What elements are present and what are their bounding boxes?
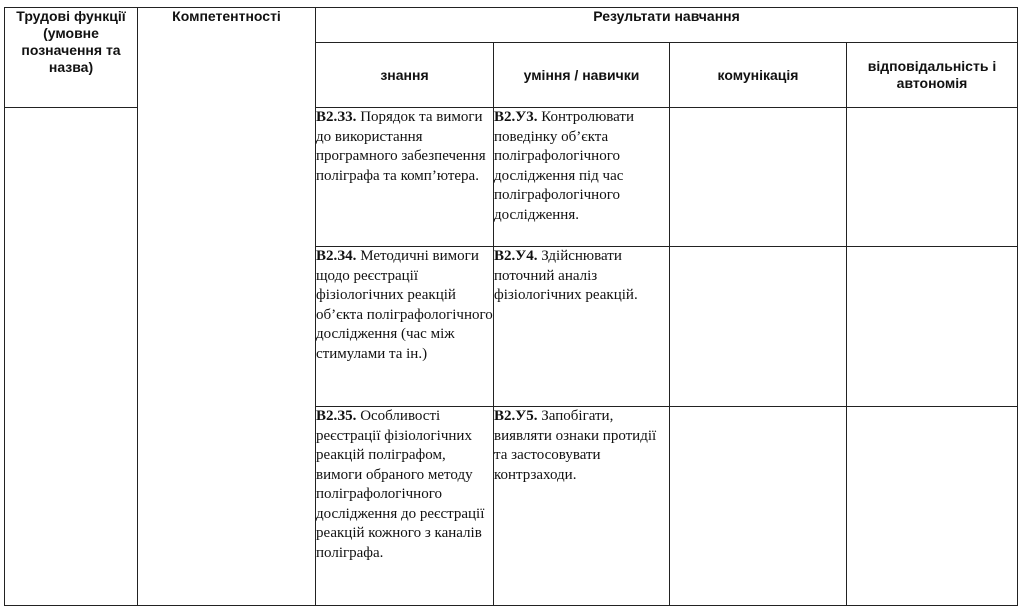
skills-code: В2.У4. <box>494 248 538 264</box>
responsibility-cell <box>847 407 1018 606</box>
skills-text: Контролювати поведінку об’єкта поліграфологічного дослідження під час поліграфологічного дослідження. <box>494 109 635 223</box>
knowledge-text: Особливості реєстрації фізіологічних реакцій поліграфом, вимоги обраного методу поліграфологічного дослідження до реєстрації реакцій кожного з каналів поліграфа. <box>316 408 485 561</box>
competency-table <box>4 7 1018 606</box>
skills-cell <box>494 407 670 606</box>
skills-cell <box>494 247 670 407</box>
header-learning-results: Результати навчання <box>316 8 1018 43</box>
communication-cell <box>670 407 847 606</box>
header-responsibility: відповідальність і автономія <box>847 43 1018 108</box>
header-labor-functions: Трудові функції (умовне позначення та назва) <box>5 8 138 108</box>
skills-code: В2.У3. <box>494 109 538 125</box>
knowledge-text: Методичні вимоги щодо реєстрації фізіологічних реакцій об’єкта поліграфологічного дослідження (час між стимулами та ін.) <box>316 248 493 362</box>
skills-code: В2.У5. <box>494 408 538 424</box>
knowledge-code: В2.З3. <box>316 109 357 125</box>
knowledge-text: Порядок та вимоги до використання програмного забезпечення поліграфа та комп’ютера. <box>316 109 486 184</box>
header-competencies: Компетентності <box>138 8 316 606</box>
skills-text: Запобігати, виявляти ознаки протидії та застосовувати контрзаходи. <box>494 408 657 483</box>
knowledge-cell <box>316 108 494 247</box>
knowledge-cell <box>316 247 494 407</box>
header-skills: уміння / навички <box>494 43 670 108</box>
header-communication: комунікація <box>670 43 847 108</box>
knowledge-cell <box>316 407 494 606</box>
responsibility-cell <box>847 108 1018 247</box>
communication-cell <box>670 247 847 407</box>
responsibility-cell <box>847 247 1018 407</box>
labor-functions-cell <box>5 108 138 606</box>
knowledge-code: В2.З4. <box>316 248 357 264</box>
skills-text: Здійснювати поточний аналіз фізіологічних реакцій. <box>494 248 638 303</box>
header-knowledge: знання <box>316 43 494 108</box>
skills-cell <box>494 108 670 247</box>
knowledge-code: В2.З5. <box>316 408 357 424</box>
communication-cell <box>670 108 847 247</box>
